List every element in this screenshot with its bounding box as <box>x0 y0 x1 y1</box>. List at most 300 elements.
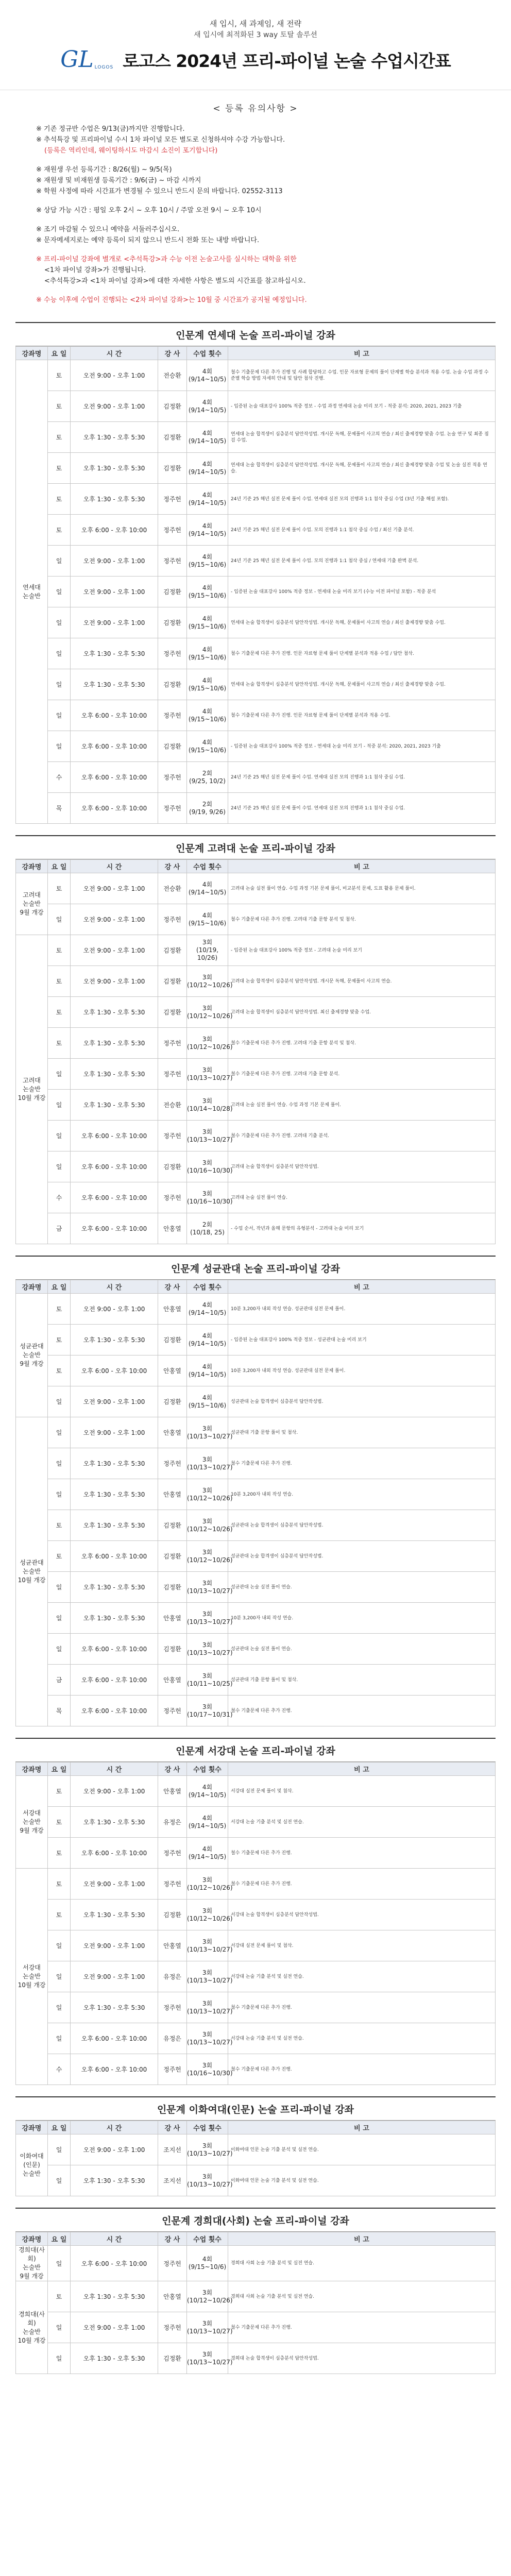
time-cell: 오후 6:00 - 오후 10:00 <box>71 762 158 793</box>
memo-cell: 24년 기준 25 해년 실전 문제 풀이 수업. 연세대 실전 모의 진행과 1:1 첨삭 중심 수업. <box>228 762 496 793</box>
table-header-row <box>16 860 496 873</box>
schedule-table <box>15 1280 496 1726</box>
column-header: 수업 횟수 <box>187 1762 228 1776</box>
teacher-cell: 정주헌 <box>158 1696 187 1726</box>
count-cell: 3회 (10/12~10/26) <box>187 1028 228 1059</box>
course-name: 성균관대 논술반 10월 개강 <box>16 1417 48 1726</box>
teacher-cell: 안홍열 <box>158 1930 187 1961</box>
teacher-cell: 정주헌 <box>158 1448 187 1479</box>
table-header-row <box>16 2232 496 2246</box>
day-cell: 일 <box>48 1448 71 1479</box>
notice-item: (등록은 역리인데, 웨이팅하시도 마감시 소진이 포기합니다) <box>44 147 218 155</box>
course-section <box>15 2208 496 2374</box>
notice-item: ※ 재원생 및 비재원생 등록기간 : 9/6(금) ~ 마감 시까지 <box>36 177 201 184</box>
teacher-cell: 정주헌 <box>158 638 187 669</box>
memo-cell: 서강대 논술 합격생이 심층분석 답안작성법. <box>228 1900 496 1930</box>
memo-cell: 철수 기출문제 다른 추가 진행. <box>228 1696 496 1726</box>
count-cell: 4회 (9/14~10/5) <box>187 1807 228 1838</box>
day-cell: 토 <box>48 391 71 422</box>
count-cell: 4회 (9/14~10/5) <box>187 1838 228 1869</box>
table-row <box>16 904 496 935</box>
teacher-cell: 김정환 <box>158 1510 187 1541</box>
teacher-cell: 정주헌 <box>158 700 187 731</box>
memo-cell: 철수 기출문제 다른 추가 진행. <box>228 1838 496 1869</box>
day-cell: 일 <box>48 1386 71 1417</box>
teacher-cell: 정주헌 <box>158 762 187 793</box>
day-cell: 토 <box>48 1294 71 1325</box>
column-header: 요 일 <box>48 2232 71 2246</box>
memo-cell: - 수업 순서, 작년과 올해 문항의 유형분석 - 고려대 논술 미리 보기 <box>228 1213 496 1244</box>
teacher-cell: 정주헌 <box>158 1121 187 1151</box>
teacher-cell: 안홍열 <box>158 1294 187 1325</box>
memo-cell: 서강대 실전 문제 풀이 및 첨삭. <box>228 1776 496 1807</box>
count-cell: 3회 (10/13~10/27) <box>187 1961 228 1992</box>
memo-cell: 연세대 논술 합격생이 심층분석 답안작성법. 개시문 독해, 문제풀이 사고의 연습 / 최신 출제경향 맞춤 수업 및 논술 실전 적용 연습. <box>228 453 496 484</box>
memo-cell: 고려대 논술 실전 풀이 연습. 수업 과정 기본 문제 풀이, 비교분석 문제, 도표 활용 문제 풀이. <box>228 873 496 904</box>
table-row <box>16 1869 496 1900</box>
time-cell: 오후 1:30 - 오후 5:30 <box>71 1090 158 1121</box>
teacher-cell: 김정환 <box>158 453 187 484</box>
memo-cell: - 입증된 논술 대표강사 100% 적중 정보 - 고려대 논술 미리 보기 <box>228 935 496 966</box>
column-header: 시 간 <box>71 347 158 360</box>
memo-cell: 고려대 논술 실전 풀이 연습. <box>228 1182 496 1213</box>
teacher-cell: 정주헌 <box>158 484 187 515</box>
time-cell: 오후 1:30 - 오후 5:30 <box>71 638 158 669</box>
count-cell: 3회 (10/12~10/26) <box>187 1541 228 1572</box>
notice-item: <추석특강>과 <1차 파이널 강좌>에 대한 자세한 사항은 별도의 시간표를 참고하십시오. <box>44 277 306 285</box>
table-row <box>16 1028 496 1059</box>
day-cell: 일 <box>48 1479 71 1510</box>
count-cell: 4회 (9/14~10/5) <box>187 453 228 484</box>
teacher-cell: 김정환 <box>158 1900 187 1930</box>
time-cell: 오전 9:00 - 오후 1:00 <box>71 966 158 997</box>
notice-item: ※ 상담 가능 시간 : 평일 오후 2시 ~ 오후 10시 / 주말 오전 9시 ~ 오후 10시 <box>36 207 262 214</box>
column-header: 강좌명 <box>16 2121 48 2134</box>
table-row <box>16 1182 496 1213</box>
table-row <box>16 873 496 904</box>
notice-spacer <box>36 216 475 224</box>
teacher-cell: 정주헌 <box>158 904 187 935</box>
time-cell: 오후 1:30 - 오후 5:30 <box>71 1807 158 1838</box>
count-cell: 3회 (10/13~10/27) <box>187 1930 228 1961</box>
teacher-cell: 김정환 <box>158 997 187 1028</box>
section-title: 인문계 연세대 논술 프리-파이널 강좌 <box>15 322 496 346</box>
table-row <box>16 935 496 966</box>
table-row <box>16 997 496 1028</box>
memo-cell: 연세대 논술 합격생이 심층분석 답안작성법. 개시문 독해, 문제풀이 사고의 연습 / 최신 출제경향 맞춤 수업. 논술 연구 및 최종 점검 수업. <box>228 422 496 453</box>
table-row <box>16 1696 496 1726</box>
memo-cell: 경희대 사회 논술 기출 분석 및 실전 연습. <box>228 2281 496 2312</box>
column-header: 비 고 <box>228 860 496 873</box>
time-cell: 오전 9:00 - 오후 1:00 <box>71 935 158 966</box>
teacher-cell: 김정환 <box>158 731 187 762</box>
time-cell: 오전 9:00 - 오후 1:00 <box>71 1869 158 1900</box>
table-row <box>16 2343 496 2374</box>
day-cell: 토 <box>48 453 71 484</box>
table-row <box>16 1121 496 1151</box>
column-header: 요 일 <box>48 860 71 873</box>
teacher-cell: 안홍열 <box>158 1603 187 1634</box>
count-cell: 4회 (9/15~10/6) <box>187 700 228 731</box>
count-cell: 4회 (9/15~10/6) <box>187 1386 228 1417</box>
time-cell: 오후 6:00 - 오후 10:00 <box>71 1541 158 1572</box>
count-cell: 3회 (10/14~10/28) <box>187 1090 228 1121</box>
table-row <box>16 546 496 577</box>
title-row <box>60 48 450 72</box>
table-row <box>16 1479 496 1510</box>
day-cell: 일 <box>48 700 71 731</box>
day-cell: 일 <box>48 1572 71 1603</box>
memo-cell: - 입증된 논술 대표강사 100% 적중 정보 - 연세대 논술 미리 보기 - 적중 분석: 2020, 2021, 2023 기출 <box>228 731 496 762</box>
teacher-cell: 정주헌 <box>158 1838 187 1869</box>
column-header: 강좌명 <box>16 347 48 360</box>
teacher-cell: 정주헌 <box>158 1992 187 2023</box>
table-row <box>16 515 496 546</box>
section-title: 인문계 서강대 논술 프리-파이널 강좌 <box>15 1738 496 1762</box>
memo-cell: 철수 기출문제 다른 추가 진행. 인문 자료형 문제 풀이 단계별 분석과 적용 수업 / 답안 첨삭. <box>228 638 496 669</box>
time-cell: 오후 1:30 - 오후 5:30 <box>71 1900 158 1930</box>
memo-cell: 성균관대 기출 문항 풀이 및 첨삭. <box>228 1665 496 1696</box>
notice-title: < 등록 유의사항 > <box>213 104 298 114</box>
memo-cell: 연세대 논술 합격생이 심층분석 답안작성법. 개시문 독해, 문제풀이 사고의 연습 / 최신 출제경향 맞춤 수업. <box>228 669 496 700</box>
teacher-cell: 김정환 <box>158 1634 187 1665</box>
memo-cell: 철수 기출문제 다른 추가 진행. 고려대 기출 문항 분석 및 첨삭. <box>228 904 496 935</box>
course-section <box>15 1256 496 1726</box>
count-cell: 4회 (9/15~10/6) <box>187 638 228 669</box>
time-cell: 오전 9:00 - 오후 1:00 <box>71 577 158 607</box>
column-header: 비 고 <box>228 2121 496 2134</box>
memo-cell: 철수 기출문제 다른 추가 진행 및 사례 합당하고 수업. 인문 자료형 문제의 풀이 단계별 학습 분석과 적용 수업. 논술 수업 과정 수준별 학습 방법 자세히 안내 및 답안 첨삭 진행. <box>228 360 496 391</box>
memo-cell: 철수 기출문제 다른 추가 진행. 고려대 기출 분석. <box>228 1121 496 1151</box>
schedule-table <box>15 859 496 1244</box>
table-row <box>16 1838 496 1869</box>
day-cell: 일 <box>48 1151 71 1182</box>
day-cell: 토 <box>48 422 71 453</box>
notice-item: ※ 기존 정규반 수업은 9/13(금)까지만 진행합니다. <box>36 125 185 133</box>
day-cell: 토 <box>48 1510 71 1541</box>
schedule-table <box>15 2121 496 2196</box>
time-cell: 오후 6:00 - 오후 10:00 <box>71 1355 158 1386</box>
time-cell: 오전 9:00 - 오후 1:00 <box>71 904 158 935</box>
count-cell: 4회 (9/14~10/5) <box>187 873 228 904</box>
notice-item: ※ 재원생 우선 등록기간 : 8/26(월) ~ 9/5(목) <box>36 166 172 174</box>
table-row <box>16 1930 496 1961</box>
logo-sub: LOGOS <box>94 65 114 70</box>
memo-cell: 10분 3,200자 내외 작성 연습. 성균관대 실전 문제 풀이. <box>228 1355 496 1386</box>
day-cell: 일 <box>48 1634 71 1665</box>
time-cell: 오후 6:00 - 오후 10:00 <box>71 793 158 824</box>
column-header: 수업 횟수 <box>187 2232 228 2246</box>
day-cell: 토 <box>48 1776 71 1807</box>
column-header: 강좌명 <box>16 1762 48 1776</box>
time-cell: 오후 6:00 - 오후 10:00 <box>71 1838 158 1869</box>
table-row <box>16 700 496 731</box>
course-name: 이화여대 (인문) 논술반 <box>16 2134 48 2196</box>
time-cell: 오후 1:30 - 오후 5:30 <box>71 1603 158 1634</box>
day-cell: 토 <box>48 1869 71 1900</box>
memo-cell: 24년 기준 25 해년 실전 문제 풀이 수업. 모의 진행과 1:1 첨삭 중심 수업 / 최신 기출 분석. <box>228 515 496 546</box>
count-cell: 4회 (9/14~10/5) <box>187 422 228 453</box>
table-row <box>16 1961 496 1992</box>
day-cell: 일 <box>48 2134 71 2165</box>
section-title: 인문계 고려대 논술 프리-파이널 강좌 <box>15 835 496 859</box>
memo-cell: 철수 기출문제 다른 추가 진행. <box>228 1992 496 2023</box>
day-cell: 토 <box>48 2281 71 2312</box>
teacher-cell: 정주헌 <box>158 1182 187 1213</box>
day-cell: 일 <box>48 1992 71 2023</box>
teacher-cell: 안홍열 <box>158 1776 187 1807</box>
day-cell: 토 <box>48 1028 71 1059</box>
table-row <box>16 607 496 638</box>
table-row <box>16 1325 496 1355</box>
memo-cell: 철수 기출문제 다른 추가 진행. <box>228 2054 496 2085</box>
tagline-2: 새 입시에 최적화된 3 way 토탈 솔루션 <box>194 30 317 39</box>
count-cell: 4회 (9/14~10/5) <box>187 1776 228 1807</box>
teacher-cell: 김정환 <box>158 2343 187 2374</box>
memo-cell: 철수 기출문제 다른 추가 진행. <box>228 2312 496 2343</box>
notice-item: ※ 조기 마감될 수 있으니 예약을 서둘러주십시오. <box>36 226 180 233</box>
count-cell: 3회 (10/13~10/27) <box>187 2343 228 2374</box>
day-cell: 일 <box>48 1930 71 1961</box>
table-row <box>16 1059 496 1090</box>
teacher-cell: 김정환 <box>158 1386 187 1417</box>
time-cell: 오후 6:00 - 오후 10:00 <box>71 700 158 731</box>
count-cell: 3회 (10/12~10/26) <box>187 1869 228 1900</box>
memo-cell: 경희대 논술 합격생이 심층분석 답안작성법. <box>228 2343 496 2374</box>
table-row <box>16 577 496 607</box>
day-cell: 토 <box>48 997 71 1028</box>
day-cell: 수 <box>48 2054 71 2085</box>
teacher-cell: 안홍열 <box>158 1417 187 1448</box>
day-cell: 토 <box>48 935 71 966</box>
teacher-cell: 정주헌 <box>158 2054 187 2085</box>
logo-mark: GL <box>60 46 94 73</box>
day-cell: 목 <box>48 1696 71 1726</box>
course-name: 고려대 논술반 10월 개강 <box>16 935 48 1244</box>
table-row <box>16 2246 496 2281</box>
teacher-cell: 김정환 <box>158 1151 187 1182</box>
count-cell: 3회 (10/13~10/27) <box>187 1992 228 2023</box>
count-cell: 3회 (10/12~10/26) <box>187 1479 228 1510</box>
table-row <box>16 1541 496 1572</box>
course-section <box>15 2096 496 2196</box>
column-header: 시 간 <box>71 1762 158 1776</box>
course-name: 서강대 논술반 10월 개강 <box>16 1869 48 2085</box>
count-cell: 3회 (10/13~10/27) <box>187 1121 228 1151</box>
notice-spacer <box>36 246 475 254</box>
table-row <box>16 1603 496 1634</box>
time-cell: 오전 9:00 - 오후 1:00 <box>71 1961 158 1992</box>
column-header: 강좌명 <box>16 860 48 873</box>
memo-cell: 성균관대 논술 합격생이 심층분석 답안작성법. <box>228 1510 496 1541</box>
memo-cell: 고려대 논술 합격생이 심층분석 답안작성법. 개시문 독해, 문제풀이 사고의 연습. <box>228 966 496 997</box>
time-cell: 오후 6:00 - 오후 10:00 <box>71 1151 158 1182</box>
count-cell: 4회 (9/15~10/6) <box>187 904 228 935</box>
table-row <box>16 638 496 669</box>
column-header: 강 사 <box>158 347 187 360</box>
course-name: 고려대 논술반 9월 개강 <box>16 873 48 935</box>
table-row <box>16 1090 496 1121</box>
page-title: 로고스 2024년 프리-파이널 논술 수업시간표 <box>123 50 451 71</box>
count-cell: 3회 (10/12~10/26) <box>187 966 228 997</box>
memo-cell: 성균관대 기출 문항 풀이 및 첨삭. <box>228 1417 496 1448</box>
column-header: 강 사 <box>158 1762 187 1776</box>
time-cell: 오후 6:00 - 오후 10:00 <box>71 1182 158 1213</box>
column-header: 요 일 <box>48 1280 71 1294</box>
time-cell: 오후 1:30 - 오후 5:30 <box>71 1572 158 1603</box>
teacher-cell: 전승환 <box>158 360 187 391</box>
count-cell: 3회 (10/13~10/27) <box>187 1059 228 1090</box>
teacher-cell: 정주헌 <box>158 2312 187 2343</box>
count-cell: 3회 (10/13~10/27) <box>187 2165 228 2196</box>
teacher-cell: 정주헌 <box>158 515 187 546</box>
tagline-1: 새 입시, 새 과제임, 새 전략 <box>209 19 302 28</box>
teacher-cell: 김정환 <box>158 1572 187 1603</box>
memo-cell: 고려대 논술 합격생이 심층분석 답안작성법. <box>228 1151 496 1182</box>
day-cell: 일 <box>48 1603 71 1634</box>
column-header: 수업 횟수 <box>187 2121 228 2134</box>
memo-cell: 경희대 사회 논술 기출 분석 및 실전 연습. <box>228 2246 496 2281</box>
teacher-cell: 유정은 <box>158 1961 187 1992</box>
memo-cell: 24년 기준 25 해년 실전 문제 풀이 수업. 모의 진행과 1:1 첨삭 중심 / 연세대 기출 완벽 분석. <box>228 546 496 577</box>
count-cell: 4회 (9/15~10/6) <box>187 546 228 577</box>
memo-cell: 철수 기출문제 다른 추가 진행. 고려대 기출 문항 분석. <box>228 1059 496 1090</box>
time-cell: 오후 6:00 - 오후 10:00 <box>71 2246 158 2281</box>
time-cell: 오전 9:00 - 오후 1:00 <box>71 2134 158 2165</box>
day-cell: 토 <box>48 1807 71 1838</box>
time-cell: 오전 9:00 - 오후 1:00 <box>71 1417 158 1448</box>
column-header: 요 일 <box>48 347 71 360</box>
column-header: 시 간 <box>71 2232 158 2246</box>
day-cell: 일 <box>48 607 71 638</box>
day-cell: 토 <box>48 1838 71 1869</box>
day-cell: 수 <box>48 762 71 793</box>
course-name: 연세대 논술반 <box>16 360 48 824</box>
count-cell: 4회 (9/14~10/5) <box>187 360 228 391</box>
table-row <box>16 669 496 700</box>
memo-cell: - 입증된 논술 대표강사 100% 적중 정보 - 수업 과정 연세대 논술 미리 보기 - 적중 분석: 2020, 2021, 2023 기출 <box>228 391 496 422</box>
table-row <box>16 793 496 824</box>
teacher-cell: 유정은 <box>158 2023 187 2054</box>
time-cell: 오후 6:00 - 오후 10:00 <box>71 2023 158 2054</box>
count-cell: 3회 (10/16~10/30) <box>187 1151 228 1182</box>
teacher-cell: 안홍열 <box>158 1665 187 1696</box>
memo-cell: 이화여대 인문 논술 기출 분석 및 실전 연습. <box>228 2165 496 2196</box>
column-header: 시 간 <box>71 1280 158 1294</box>
table-row <box>16 1151 496 1182</box>
count-cell: 4회 (9/14~10/5) <box>187 1294 228 1325</box>
memo-cell: 철수 기출문제 다른 추가 진행. 인문 자료형 문제 풀이 단계별 분석과 적용 수업. <box>228 700 496 731</box>
memo-cell: 서강대 논술 기출 분석 및 실전 연습. <box>228 1807 496 1838</box>
table-row <box>16 1776 496 1807</box>
table-row <box>16 2281 496 2312</box>
memo-cell: 성균관대 논술 합격생이 심층분석 답안작성법. <box>228 1386 496 1417</box>
time-cell: 오후 1:30 - 오후 5:30 <box>71 1059 158 1090</box>
notice-spacer <box>36 197 475 205</box>
teacher-cell: 안홍열 <box>158 1213 187 1244</box>
column-header: 강 사 <box>158 1280 187 1294</box>
count-cell: 3회 (10/13~10/27) <box>187 2312 228 2343</box>
time-cell: 오후 1:30 - 오후 5:30 <box>71 1448 158 1479</box>
column-header: 요 일 <box>48 2121 71 2134</box>
memo-cell: 고려대 논술 실전 풀이 연습. 수업 과정 기본 문제 풀이. <box>228 1090 496 1121</box>
memo-cell: 성균관대 논술 실전 풀이 연습. <box>228 1634 496 1665</box>
count-cell: 3회 (10/12~10/26) <box>187 2281 228 2312</box>
course-name: 서강대 논술반 9월 개강 <box>16 1776 48 1869</box>
day-cell: 일 <box>48 2023 71 2054</box>
count-cell: 3회 (10/12~10/26) <box>187 1510 228 1541</box>
day-cell: 일 <box>48 546 71 577</box>
column-header: 비 고 <box>228 2232 496 2246</box>
table-row <box>16 2134 496 2165</box>
course-section <box>15 322 496 824</box>
table-row <box>16 1417 496 1448</box>
count-cell: 4회 (9/14~10/5) <box>187 515 228 546</box>
teacher-cell: 김정환 <box>158 669 187 700</box>
time-cell: 오후 6:00 - 오후 10:00 <box>71 731 158 762</box>
count-cell: 4회 (9/15~10/6) <box>187 607 228 638</box>
count-cell: 4회 (9/15~10/6) <box>187 669 228 700</box>
column-header: 시 간 <box>71 2121 158 2134</box>
section-title: 인문계 경희대(사회) 논술 프리-파이널 강좌 <box>15 2208 496 2232</box>
course-name: 성균관대 논술반 9월 개강 <box>16 1294 48 1417</box>
count-cell: 4회 (9/14~10/5) <box>187 484 228 515</box>
registration-notice <box>0 90 511 311</box>
teacher-cell: 김정환 <box>158 607 187 638</box>
count-cell: 4회 (9/15~10/6) <box>187 731 228 762</box>
notice-spacer <box>36 286 475 295</box>
table-row <box>16 453 496 484</box>
memo-cell: - 입증된 논술 대표강사 100% 적중 정보 - 성균관대 논술 미리 보기 <box>228 1325 496 1355</box>
column-header: 수업 횟수 <box>187 347 228 360</box>
time-cell: 오전 9:00 - 오후 1:00 <box>71 360 158 391</box>
count-cell: 3회 (10/13~10/27) <box>187 1417 228 1448</box>
day-cell: 일 <box>48 1961 71 1992</box>
section-title: 인문계 성균관대 논술 프리-파이널 강좌 <box>15 1256 496 1280</box>
teacher-cell: 김정환 <box>158 391 187 422</box>
table-header-row <box>16 2121 496 2134</box>
time-cell: 오후 1:30 - 오후 5:30 <box>71 997 158 1028</box>
column-header: 요 일 <box>48 1762 71 1776</box>
time-cell: 오후 1:30 - 오후 5:30 <box>71 484 158 515</box>
course-section <box>15 835 496 1244</box>
time-cell: 오후 6:00 - 오후 10:00 <box>71 1665 158 1696</box>
memo-cell: - 입증된 논술 대표강사 100% 적중 정보 - 연세대 논술 미리 보기 (수능 이전 파이널 포함) - 적중 분석 <box>228 577 496 607</box>
column-header: 강 사 <box>158 860 187 873</box>
day-cell: 일 <box>48 2246 71 2281</box>
notice-spacer <box>36 156 475 164</box>
day-cell: 일 <box>48 577 71 607</box>
course-section <box>15 1738 496 2085</box>
table-row <box>16 360 496 391</box>
column-header: 강좌명 <box>16 1280 48 1294</box>
day-cell: 일 <box>48 1121 71 1151</box>
notice-item: ※ 프리-파이널 강좌에 별개로 <추석특강>과 수능 이전 논술고사를 실시하는 대학을 위한 <box>36 256 297 263</box>
table-row <box>16 1510 496 1541</box>
count-cell: 3회 (10/13~10/27) <box>187 1448 228 1479</box>
time-cell: 오후 6:00 - 오후 10:00 <box>71 2054 158 2085</box>
teacher-cell: 김정환 <box>158 1325 187 1355</box>
day-cell: 토 <box>48 515 71 546</box>
table-row <box>16 1386 496 1417</box>
table-row <box>16 1213 496 1244</box>
memo-cell: 성균관대 논술 실전 풀이 연습. <box>228 1572 496 1603</box>
table-row <box>16 2054 496 2085</box>
time-cell: 오후 1:30 - 오후 5:30 <box>71 1510 158 1541</box>
column-header: 수업 횟수 <box>187 860 228 873</box>
teacher-cell: 정주헌 <box>158 793 187 824</box>
schedule-table <box>15 346 496 824</box>
